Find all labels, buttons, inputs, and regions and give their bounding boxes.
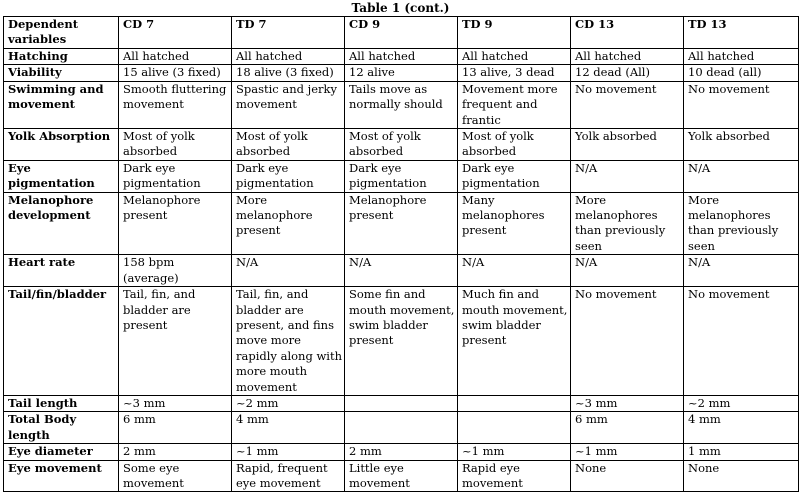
table-cell: Many melanophores present xyxy=(458,192,571,255)
table-row xyxy=(4,192,799,255)
column-header: CD 13 xyxy=(571,17,684,49)
column-header: CD 7 xyxy=(119,17,232,49)
row-label: Heart rate xyxy=(4,255,119,287)
data-table xyxy=(3,16,799,492)
column-header: TD 9 xyxy=(458,17,571,49)
table-cell: 6 mm xyxy=(571,412,684,444)
table-cell: No movement xyxy=(684,81,799,128)
table-cell: 15 alive (3 fixed) xyxy=(119,65,232,81)
row-label: Tail/fin/bladder xyxy=(4,287,119,396)
table-cell: 13 alive, 3 dead xyxy=(458,65,571,81)
table-cell: All hatched xyxy=(345,49,458,65)
table-cell: All hatched xyxy=(458,49,571,65)
table-cell: 4 mm xyxy=(232,412,345,444)
table-cell: N/A xyxy=(571,255,684,287)
column-header: CD 9 xyxy=(345,17,458,49)
table-cell: Spastic and jerky movement xyxy=(232,81,345,128)
table-cell: 1 mm xyxy=(684,444,799,460)
table-cell xyxy=(458,412,571,444)
table-cell: Tails move as normally should xyxy=(345,81,458,128)
table-cell: 12 dead (All) xyxy=(571,65,684,81)
table-row xyxy=(4,129,799,161)
table-cell xyxy=(345,412,458,444)
table-cell: No movement xyxy=(571,81,684,128)
table-cell: Smooth fluttering movement xyxy=(119,81,232,128)
table-cell: No movement xyxy=(571,287,684,396)
table-cell: 10 dead (all) xyxy=(684,65,799,81)
table-cell: 158 bpm (average) xyxy=(119,255,232,287)
table-cell: Melanophore present xyxy=(345,192,458,255)
table-caption: Table 1 (cont.) xyxy=(351,1,450,15)
table-cell: All hatched xyxy=(232,49,345,65)
table-cell: ~1 mm xyxy=(571,444,684,460)
column-header: TD 7 xyxy=(232,17,345,49)
table-cell: Little eye movement xyxy=(345,460,458,492)
table-cell: N/A xyxy=(684,255,799,287)
table-row xyxy=(4,444,799,460)
table-cell: No movement xyxy=(684,287,799,396)
table-cell: Much fin and mouth movement, swim bladder present xyxy=(458,287,571,396)
table-row xyxy=(4,160,799,192)
table-cell: None xyxy=(684,460,799,492)
table-row xyxy=(4,287,799,396)
table-cell: ~3 mm xyxy=(571,395,684,411)
table-cell: Most of yolk absorbed xyxy=(345,129,458,161)
table-cell: More melanophore present xyxy=(232,192,345,255)
row-label: Total Body length xyxy=(4,412,119,444)
table-cell: 4 mm xyxy=(684,412,799,444)
table-cell: 18 alive (3 fixed) xyxy=(232,65,345,81)
row-label: Eye movement xyxy=(4,460,119,492)
table-row xyxy=(4,460,799,492)
row-label: Swimming and movement xyxy=(4,81,119,128)
table-cell: Rapid, frequent eye movement xyxy=(232,460,345,492)
table-cell: N/A xyxy=(458,255,571,287)
table-cell: 2 mm xyxy=(119,444,232,460)
table-cell: N/A xyxy=(684,160,799,192)
table-cell: More melanophores than previously seen xyxy=(684,192,799,255)
row-label: Viability xyxy=(4,65,119,81)
table-cell: N/A xyxy=(345,255,458,287)
table-row xyxy=(4,395,799,411)
table-cell: Dark eye pigmentation xyxy=(232,160,345,192)
table-cell: Most of yolk absorbed xyxy=(458,129,571,161)
row-label: Yolk Absorption xyxy=(4,129,119,161)
table-cell: Some eye movement xyxy=(119,460,232,492)
row-label: Melanophore development xyxy=(4,192,119,255)
table-cell: Movement more frequent and frantic xyxy=(458,81,571,128)
table-cell: N/A xyxy=(571,160,684,192)
table-cell: More melanophores than previously seen xyxy=(571,192,684,255)
table-cell: All hatched xyxy=(119,49,232,65)
table-cell: 12 alive xyxy=(345,65,458,81)
table-cell: ~2 mm xyxy=(232,395,345,411)
table-cell: Tail, fin, and bladder are present, and fins move more rapidly along with more mouth movement xyxy=(232,287,345,396)
table-cell: Dark eye pigmentation xyxy=(119,160,232,192)
table-cell: N/A xyxy=(232,255,345,287)
table-row xyxy=(4,49,799,65)
column-header: Dependent variables xyxy=(4,17,119,49)
table-cell xyxy=(345,395,458,411)
table-cell: Some fin and mouth movement, swim bladder present xyxy=(345,287,458,396)
table-cell: All hatched xyxy=(684,49,799,65)
table-cell: Dark eye pigmentation xyxy=(458,160,571,192)
table-cell: None xyxy=(571,460,684,492)
table-cell: Most of yolk absorbed xyxy=(119,129,232,161)
table-cell: Melanophore present xyxy=(119,192,232,255)
table-cell: Most of yolk absorbed xyxy=(232,129,345,161)
table-cell: Rapid eye movement xyxy=(458,460,571,492)
column-header: TD 13 xyxy=(684,17,799,49)
row-label: Eye pigmentation xyxy=(4,160,119,192)
row-label: Tail length xyxy=(4,395,119,411)
table-row xyxy=(4,65,799,81)
table-cell: ~2 mm xyxy=(684,395,799,411)
table-row xyxy=(4,81,799,128)
table-cell: ~1 mm xyxy=(232,444,345,460)
table-row xyxy=(4,255,799,287)
table-row xyxy=(4,412,799,444)
row-label: Hatching xyxy=(4,49,119,65)
table-cell: Yolk absorbed xyxy=(571,129,684,161)
table-cell: Dark eye pigmentation xyxy=(345,160,458,192)
table-cell: Tail, fin, and bladder are present xyxy=(119,287,232,396)
table-cell: ~1 mm xyxy=(458,444,571,460)
header-row xyxy=(4,17,799,49)
table-cell: 6 mm xyxy=(119,412,232,444)
table-cell: All hatched xyxy=(571,49,684,65)
row-label: Eye diameter xyxy=(4,444,119,460)
table-cell xyxy=(458,395,571,411)
table-cell: ~3 mm xyxy=(119,395,232,411)
table-cell: 2 mm xyxy=(345,444,458,460)
table-cell: Yolk absorbed xyxy=(684,129,799,161)
